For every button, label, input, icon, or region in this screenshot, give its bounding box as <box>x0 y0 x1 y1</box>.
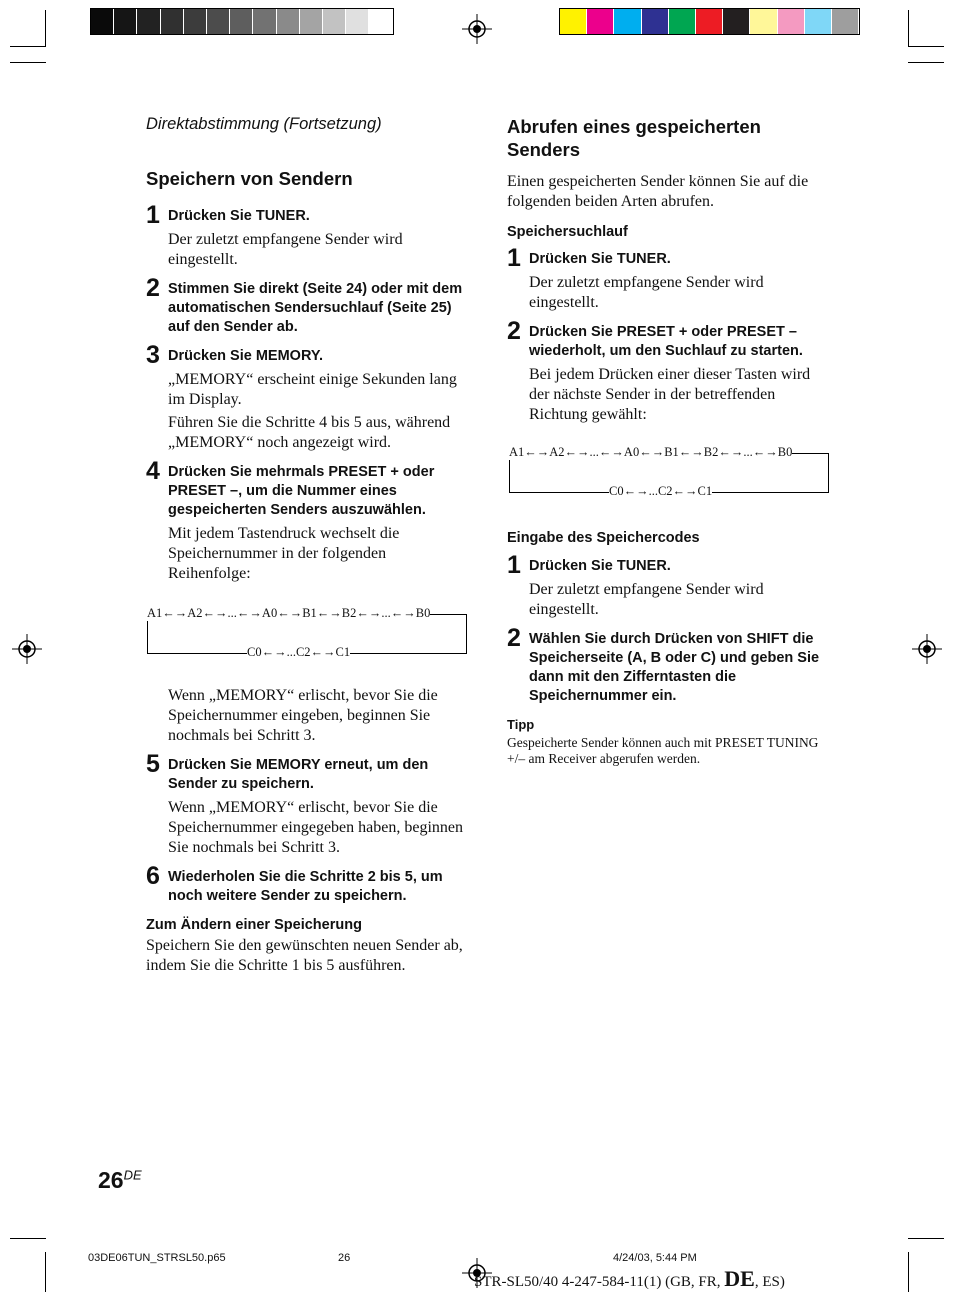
footer-model-info: STR-SL50/40 4-247-584-11(1) (GB, FR, DE, ES) <box>474 1266 785 1291</box>
footer-file-name: 03DE06TUN_STRSL50.p65 <box>88 1252 226 1264</box>
gray-swatch <box>207 9 229 34</box>
gray-swatch <box>230 9 252 34</box>
diagram-bottom-row: C0←→...C2←→C1 <box>247 645 351 659</box>
gray-swatch <box>91 9 113 34</box>
registration-mark-top-icon <box>462 14 492 44</box>
right-column-continued <box>507 530 832 767</box>
diagram-top-row: A1←→A2←→...←→A0←→B1←→B2←→...←→B0 <box>509 445 793 459</box>
gray-swatch <box>114 9 136 34</box>
section-subhead: Direktabstimmung (Fortsetzung) <box>146 115 382 133</box>
color-swatch <box>805 9 831 34</box>
color-swatch <box>696 9 722 34</box>
preset-order-diagram-left <box>147 606 467 659</box>
color-swatch <box>832 9 858 34</box>
step-4: 4 Drücken Sie mehrmals PRESET + oder PRESET –, um die Nummer eines gespeicherten Senders auszuwählen. Mit jedem Tastendruck wechselt die Speichernummer in der folgenden Reihenfolge: <box>146 457 435 582</box>
scan-step-2: 2 Drücken Sie PRESET + oder PRESET – wiederholt, um den Suchlauf zu starten. Bei jedem Drücken einer dieser Tasten wird der nächste Sender in der betreffenden Richtung gewählt: <box>507 317 811 423</box>
left-column-continued <box>146 686 471 976</box>
gray-swatch <box>300 9 322 34</box>
heading-enter-preset-code: Eingabe des Speichercodes <box>507 530 700 546</box>
color-swatch <box>560 9 586 34</box>
footer-page: 26 <box>338 1252 351 1264</box>
heading-change-preset: Zum Ändern einer Speicherung <box>146 917 362 933</box>
gray-swatch <box>277 9 299 34</box>
color-swatch <box>778 9 804 34</box>
registration-mark-left-icon <box>12 634 42 664</box>
registration-mark-right-icon <box>912 634 942 664</box>
recall-intro: Einen gespeicherten Sender können Sie auf die folgenden beiden Arten abrufen. <box>507 173 809 210</box>
gray-swatch <box>346 9 368 34</box>
diagram-bottom-row: C0←→...C2←→C1 <box>609 484 713 498</box>
color-swatch <box>642 9 668 34</box>
gray-swatch <box>323 9 345 34</box>
code-step-2: 2 Wählen Sie durch Drücken von SHIFT die Speicherseite (A, B oder C) und geben Sie dann mit den Zifferntasten die Speichernummer ein. <box>507 624 820 704</box>
heading-preset-scan: Speichersuchlauf <box>507 224 628 240</box>
gray-swatch <box>369 9 391 34</box>
scan-step-1: 1 Drücken Sie TUNER. Der zuletzt empfangene Sender wird eingestellt. <box>507 244 764 311</box>
tip-heading: Tipp <box>507 717 535 732</box>
tip-body: Gespeicherte Sender können auch mit PRESET TUNING +/– am Receiver abgerufen werden. <box>507 735 819 766</box>
heading-store-stations: Speichern von Sendern <box>146 168 353 189</box>
footer-date: 4/24/03, 5:44 PM <box>613 1252 697 1264</box>
step-3: 3 Drücken Sie MEMORY. „MEMORY“ erscheint einige Sekunden lang im Display. Führen Sie die Schritte 4 bis 5 aus, während „MEMORY“ noch angezeigt wird. <box>146 341 457 451</box>
preset-order-diagram-right <box>509 445 829 498</box>
color-swatch <box>750 9 776 34</box>
step-5: 5 Drücken Sie MEMORY erneut, um den Sender zu speichern. Wenn „MEMORY“ erlischt, bevor Sie die Speichernummer eingegeben haben, beginnen Sie nochmals bei Schritt 3. <box>146 750 463 856</box>
color-swatch <box>614 9 640 34</box>
color-swatch <box>669 9 695 34</box>
left-column <box>146 115 471 584</box>
page-number: 26DE <box>98 1167 142 1193</box>
step-4-note: Wenn „MEMORY“ erlischt, bevor Sie die Speichernummer eingeben, beginnen Sie nochmals bei Schritt 3. <box>168 687 438 744</box>
right-column <box>507 115 832 425</box>
heading-recall-station: Abrufen eines gespeicherten Senders <box>507 116 761 160</box>
code-step-1: 1 Drücken Sie TUNER. Der zuletzt empfangene Sender wird eingestellt. <box>507 551 764 618</box>
color-swatch <box>587 9 613 34</box>
change-preset-body: Speichern Sie den gewünschten neuen Sender ab, indem Sie die Schritte 1 bis 5 ausführen. <box>146 937 463 974</box>
gray-swatch <box>137 9 159 34</box>
color-swatch <box>723 9 749 34</box>
step-2: 2 Stimmen Sie direkt (Seite 24) oder mit dem automatischen Sendersuchlauf (Seite 25) auf den Sender ab. <box>146 274 463 335</box>
gray-swatch <box>184 9 206 34</box>
gray-swatch <box>161 9 183 34</box>
gray-swatch <box>253 9 275 34</box>
diagram-top-row: A1←→A2←→...←→A0←→B1←→B2←→...←→B0 <box>147 606 431 620</box>
step-1: 1 Drücken Sie TUNER. Der zuletzt empfangene Sender wird eingestellt. <box>146 201 403 268</box>
step-6: 6 Wiederholen Sie die Schritte 2 bis 5, um noch weitere Sender zu speichern. <box>146 862 443 904</box>
